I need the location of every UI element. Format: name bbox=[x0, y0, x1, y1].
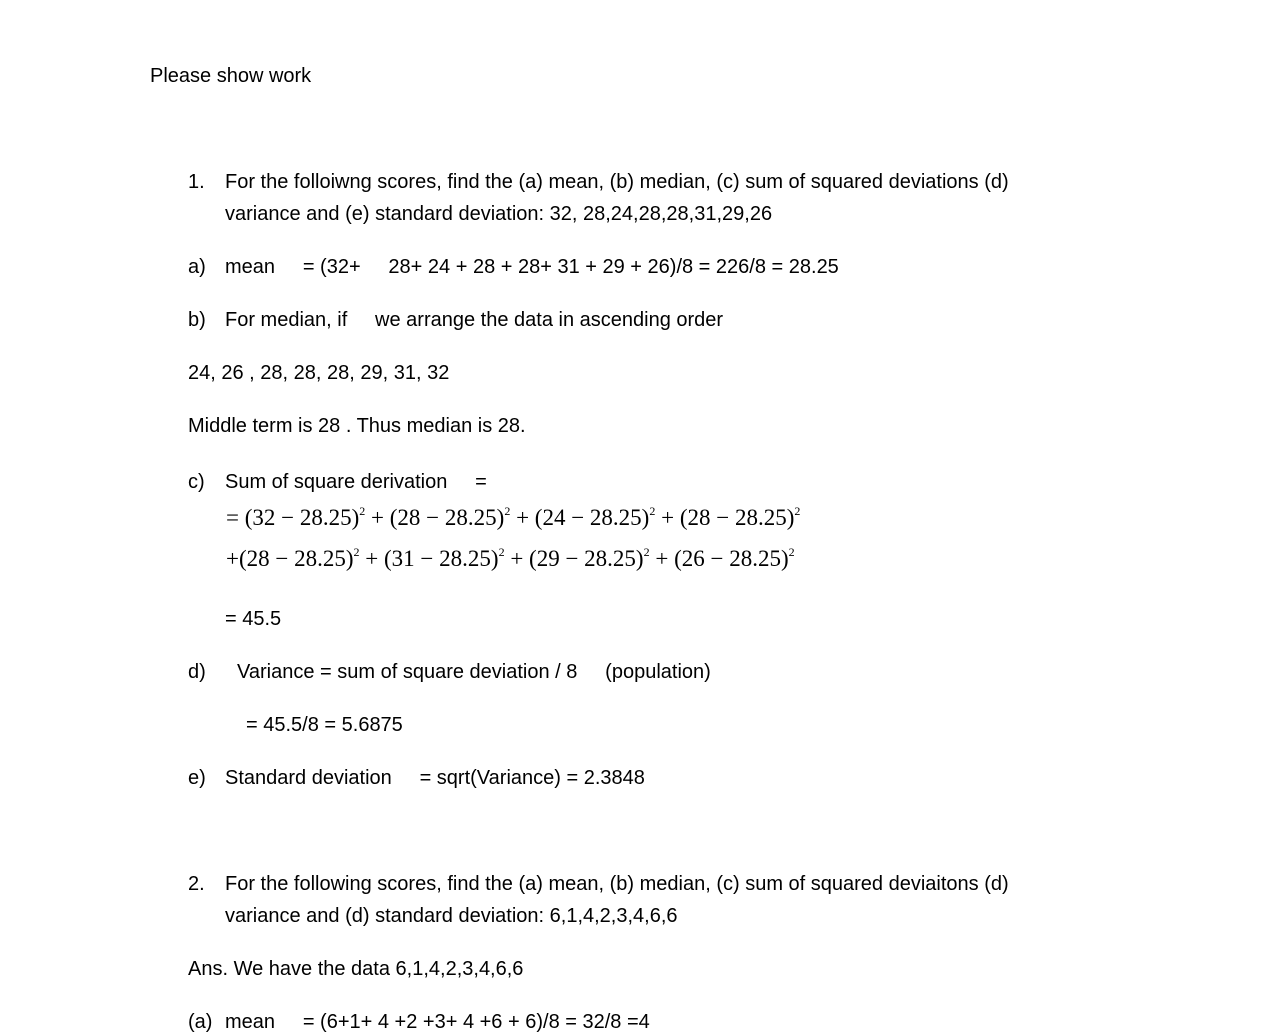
q1-question-line2: variance and (e) standard deviation: 32, 28,24,28,28,31,29,26 bbox=[225, 203, 773, 225]
q1-c-result: = 45.5 bbox=[225, 608, 282, 630]
formula1-exponent: 2 bbox=[649, 504, 656, 518]
q1-e-label: e) bbox=[188, 767, 206, 789]
q1-d-label: d) bbox=[188, 661, 206, 683]
formula2-term: (29 − 28.25) bbox=[529, 546, 644, 571]
q2-question-line1: For the following scores, find the (a) mean, (b) median, (c) sum of squared deviaitons (d) bbox=[225, 873, 1009, 895]
q2-a-text: mean = (6+1+ 4 +2 +3+ 4 +6 + 6)/8 = 32/8 =4 bbox=[225, 1011, 650, 1033]
q1-b-text: For median, if we arrange the data in ascending order bbox=[225, 309, 724, 331]
formula2-operator: + bbox=[359, 546, 385, 571]
formula1-operator: + bbox=[655, 505, 680, 530]
formula2-exponent: 2 bbox=[353, 545, 360, 559]
formula1-operator: = bbox=[226, 505, 245, 530]
q1-a-text: mean = (32+ 28+ 24 + 28 + 28+ 31 + 29 + 26)/8 = 226/8 = 28.25 bbox=[225, 256, 839, 278]
formula1-term: (28 − 28.25) bbox=[679, 505, 795, 530]
q2-number: 2. bbox=[188, 873, 205, 895]
q1-e-text: Standard deviation = sqrt(Variance) = 2.3848 bbox=[225, 767, 645, 789]
q2-a-label: (a) bbox=[188, 1011, 213, 1033]
q1-question-line1: For the folloiwng scores, find the (a) mean, (b) median, (c) sum of squared deviations (d) bbox=[225, 171, 1009, 193]
instruction-text: Please show work bbox=[150, 65, 312, 87]
formula2-exponent: 2 bbox=[643, 545, 650, 559]
formula2-operator: + bbox=[226, 546, 239, 571]
q1-number: 1. bbox=[188, 171, 205, 193]
formula2-term: (26 − 28.25) bbox=[674, 546, 789, 571]
q1-c-formula-line2 bbox=[226, 544, 795, 574]
formula1-exponent: 2 bbox=[359, 504, 366, 518]
formula2-term: (31 − 28.25) bbox=[384, 546, 499, 571]
formula1-term: (24 − 28.25) bbox=[534, 505, 650, 530]
formula1-operator: + bbox=[510, 505, 535, 530]
q1-b-sorted: 24, 26 , 28, 28, 28, 29, 31, 32 bbox=[188, 362, 450, 384]
q1-b-label: b) bbox=[188, 309, 206, 331]
formula1-term: (28 − 28.25) bbox=[389, 505, 505, 530]
q1-c-label: c) bbox=[188, 471, 205, 493]
q2-question-line2: variance and (d) standard deviation: 6,1,4,2,3,4,6,6 bbox=[225, 905, 678, 927]
formula1-exponent: 2 bbox=[794, 504, 801, 518]
q1-d-text: Variance = sum of square deviation / 8 (population) bbox=[237, 661, 711, 683]
q1-a-label: a) bbox=[188, 256, 206, 278]
q1-b-middle: Middle term is 28 . Thus median is 28. bbox=[188, 415, 526, 437]
q1-d-result: = 45.5/8 = 5.6875 bbox=[246, 714, 403, 736]
formula2-exponent: 2 bbox=[498, 545, 505, 559]
q2-ans-text: Ans. We have the data 6,1,4,2,3,4,6,6 bbox=[188, 958, 524, 980]
formula1-term: (32 − 28.25) bbox=[244, 505, 360, 530]
formula2-operator: + bbox=[649, 546, 675, 571]
q1-c-text: Sum of square derivation = bbox=[225, 471, 487, 493]
formula1-operator: + bbox=[365, 505, 390, 530]
formula1-exponent: 2 bbox=[504, 504, 511, 518]
q1-c-formula-line1 bbox=[226, 503, 800, 533]
formula2-exponent: 2 bbox=[788, 545, 795, 559]
formula2-term: (28 − 28.25) bbox=[238, 546, 354, 571]
formula2-operator: + bbox=[504, 546, 530, 571]
